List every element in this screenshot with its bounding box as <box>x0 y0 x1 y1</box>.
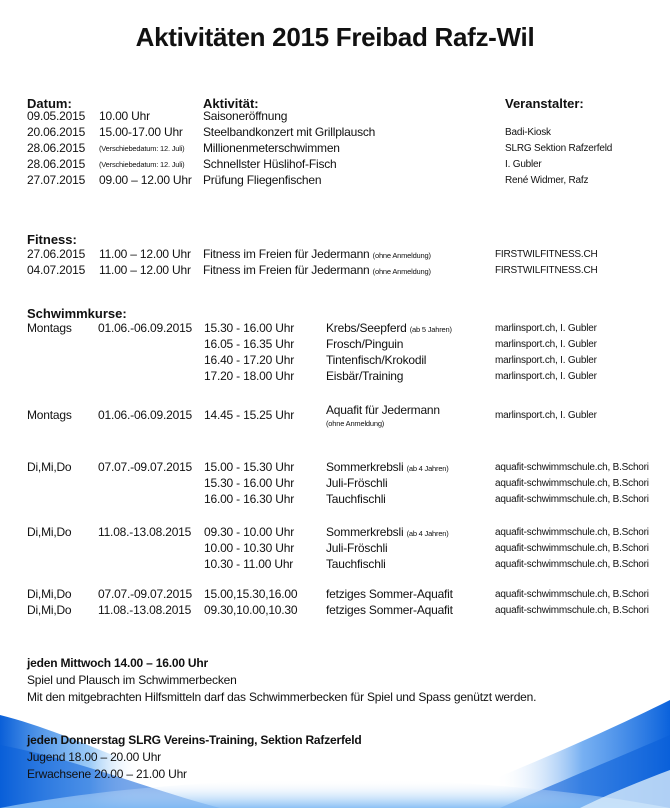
aquafit-organizer: aquafit-schwimmschule.ch, B.Schori <box>495 589 649 600</box>
course-text: Tintenfisch/Krokodil <box>326 353 427 367</box>
note-text: (ab 4 Jahren) <box>406 464 449 473</box>
row-date: 20.06.2015 <box>27 125 86 139</box>
course-name <box>326 369 403 383</box>
course-day: Di,Mi,Do <box>27 525 72 539</box>
header-date: Datum: <box>27 96 72 111</box>
page-title: Aktivitäten 2015 Freibad Rafz-Wil <box>135 22 535 52</box>
course-name <box>326 337 403 351</box>
course-text: Frosch/Pinguin <box>326 337 404 351</box>
row-organizer: Badi-Kiosk <box>505 127 551 138</box>
row-activity: Millionenmeterschwimmen <box>203 141 340 155</box>
aquafit-organizer: aquafit-schwimmschule.ch, B.Schori <box>495 605 649 616</box>
aquafit-day: Di,Mi,Do <box>27 587 72 601</box>
course-day: Di,Mi,Do <box>27 460 72 474</box>
course-time: 15.30 - 16.00 Uhr <box>204 321 294 335</box>
fitness-time: 11.00 – 12.00 Uhr <box>99 263 191 277</box>
course-organizer: aquafit-schwimmschule.ch, B.Schori <box>495 462 649 473</box>
course-time: 15.30 - 16.00 Uhr <box>204 476 294 490</box>
note-text: (ab 5 Jahren) <box>409 325 452 334</box>
course-name <box>326 321 452 335</box>
fitness-time: 11.00 – 12.00 Uhr <box>99 247 191 261</box>
row-organizer: I. Gubler <box>505 159 542 170</box>
note-text: (ab 4 Jahren) <box>406 529 449 538</box>
row-activity: Prüfung Fliegenfischen <box>203 173 322 187</box>
course-name <box>326 557 386 571</box>
course-period: 11.08.-13.08.2015 <box>98 525 192 539</box>
course-time: 10.00 - 10.30 Uhr <box>204 541 294 555</box>
course-name <box>326 460 449 474</box>
row-date: 27.07.2015 <box>27 173 86 187</box>
thursday-heading: jeden Donnerstag SLRG Vereins-Training, Sektion Rafzerfeld <box>27 733 362 747</box>
course-text: Juli-Fröschli <box>326 541 388 555</box>
row-date: 28.06.2015 <box>27 157 86 171</box>
course-organizer: aquafit-schwimmschule.ch, B.Schori <box>495 494 649 505</box>
course-name <box>326 541 387 555</box>
course-time: 10.30 - 11.00 Uhr <box>204 557 294 571</box>
course-day: Montags <box>27 321 72 335</box>
fitness-organizer: FIRSTWILFITNESS.CH <box>495 249 598 260</box>
row-activity: Steelbandkonzert mit Grillplausch <box>203 125 376 139</box>
course-time: 14.45 - 15.25 Uhr <box>204 408 294 422</box>
course-organizer: aquafit-schwimmschule.ch, B.Schori <box>495 478 649 489</box>
course-period: 01.06.-06.09.2015 <box>98 408 193 422</box>
fitness-organizer: FIRSTWILFITNESS.CH <box>495 265 598 276</box>
row-organizer: SLRG Sektion Rafzerfeld <box>505 143 613 154</box>
row-activity: Saisoneröffnung <box>203 109 288 123</box>
row-time: 10.00 Uhr <box>99 109 150 123</box>
course-organizer: marlinsport.ch, I. Gubler <box>495 410 597 421</box>
course-name <box>326 525 449 539</box>
wednesday-line-1: Spiel und Plausch im Schwimmerbecken <box>27 673 237 687</box>
course-time: 17.20 - 18.00 Uhr <box>204 369 294 383</box>
course-organizer: marlinsport.ch, I. Gubler <box>495 371 597 382</box>
course-time: 16.00 - 16.30 Uhr <box>204 492 294 506</box>
activity-text: Fitness im Freien für Jedermann <box>203 247 370 261</box>
fitness-activity <box>203 263 431 277</box>
course-text: Eisbär/Training <box>326 369 404 383</box>
course-time: 16.05 - 16.35 Uhr <box>204 337 294 351</box>
row-date: 28.06.2015 <box>27 141 86 155</box>
note-text: (ohne Anmeldung) <box>372 267 431 276</box>
wednesday-line-2: Mit den mitgebrachten Hilfsmitteln darf das Schwimmerbecken für Spiel und Spass genützt werden. <box>27 690 537 704</box>
course-organizer: aquafit-schwimmschule.ch, B.Schori <box>495 527 649 538</box>
row-alt-date-note: (Verschiebedatum: 12. Juli) <box>99 144 185 153</box>
course-time: 09.30 - 10.00 Uhr <box>204 525 294 539</box>
row-time: 15.00-17.00 Uhr <box>99 125 183 139</box>
course-organizer: marlinsport.ch, I. Gubler <box>495 323 597 334</box>
course-name <box>326 492 386 506</box>
course-text: Tauchfischli <box>326 557 386 571</box>
course-organizer: marlinsport.ch, I. Gubler <box>495 339 597 350</box>
row-alt-date-note: (Verschiebedatum: 12. Juli) <box>99 160 185 169</box>
aquafit-period: 07.07.-09.07.2015 <box>98 587 193 601</box>
aquafit-course: fetziges Sommer-Aquafit <box>326 603 453 617</box>
thursday-line-2: Erwachsene 20.00 – 21.00 Uhr <box>27 767 187 781</box>
activity-text: Fitness im Freien für Jedermann <box>203 263 370 277</box>
row-date: 09.05.2015 <box>27 109 86 123</box>
course-text: Aquafit für Jedermann <box>326 403 440 417</box>
fitness-activity <box>203 247 431 261</box>
swim-heading: Schwimmkurse: <box>27 306 127 321</box>
aquafit-day: Di,Mi,Do <box>27 603 72 617</box>
aquafit-period: 11.08.-13.08.2015 <box>98 603 192 617</box>
course-text: Juli-Fröschli <box>326 476 388 490</box>
course-name <box>326 403 440 417</box>
note-text: (ohne Anmeldung) <box>372 251 431 260</box>
row-activity: Schnellster Hüslihof-Fisch <box>203 157 337 171</box>
aquafit-course: fetziges Sommer-Aquafit <box>326 587 453 601</box>
course-day: Montags <box>27 408 72 422</box>
course-time: 15.00 - 15.30 Uhr <box>204 460 294 474</box>
course-period: 01.06.-06.09.2015 <box>98 321 193 335</box>
fitness-heading: Fitness: <box>27 232 77 247</box>
fitness-date: 04.07.2015 <box>27 263 86 277</box>
course-organizer: marlinsport.ch, I. Gubler <box>495 355 597 366</box>
course-text: Sommerkrebsli <box>326 460 404 474</box>
course-organizer: aquafit-schwimmschule.ch, B.Schori <box>495 543 649 554</box>
aquafit-times: 15.00,15.30,16.00 <box>204 587 298 601</box>
course-organizer: aquafit-schwimmschule.ch, B.Schori <box>495 559 649 570</box>
course-text: Krebs/Seepferd <box>326 321 407 335</box>
header-organizer: Veranstalter: <box>505 96 584 111</box>
course-name <box>326 476 387 490</box>
course-note: (ohne Anmeldung) <box>326 419 385 428</box>
course-time: 16.40 - 17.20 Uhr <box>204 353 294 367</box>
course-period: 07.07.-09.07.2015 <box>98 460 193 474</box>
course-name <box>326 353 426 367</box>
wednesday-heading: jeden Mittwoch 14.00 – 16.00 Uhr <box>27 656 209 670</box>
row-time: 09.00 – 12.00 Uhr <box>99 173 192 187</box>
course-text: Tauchfischli <box>326 492 386 506</box>
aquafit-times: 09.30,10.00,10.30 <box>204 603 298 617</box>
row-organizer: René Widmer, Rafz <box>505 175 589 186</box>
course-text: Sommerkrebsli <box>326 525 404 539</box>
header-activity: Aktivität: <box>203 96 259 111</box>
thursday-line-1: Jugend 18.00 – 20.00 Uhr <box>27 750 161 764</box>
fitness-date: 27.06.2015 <box>27 247 86 261</box>
